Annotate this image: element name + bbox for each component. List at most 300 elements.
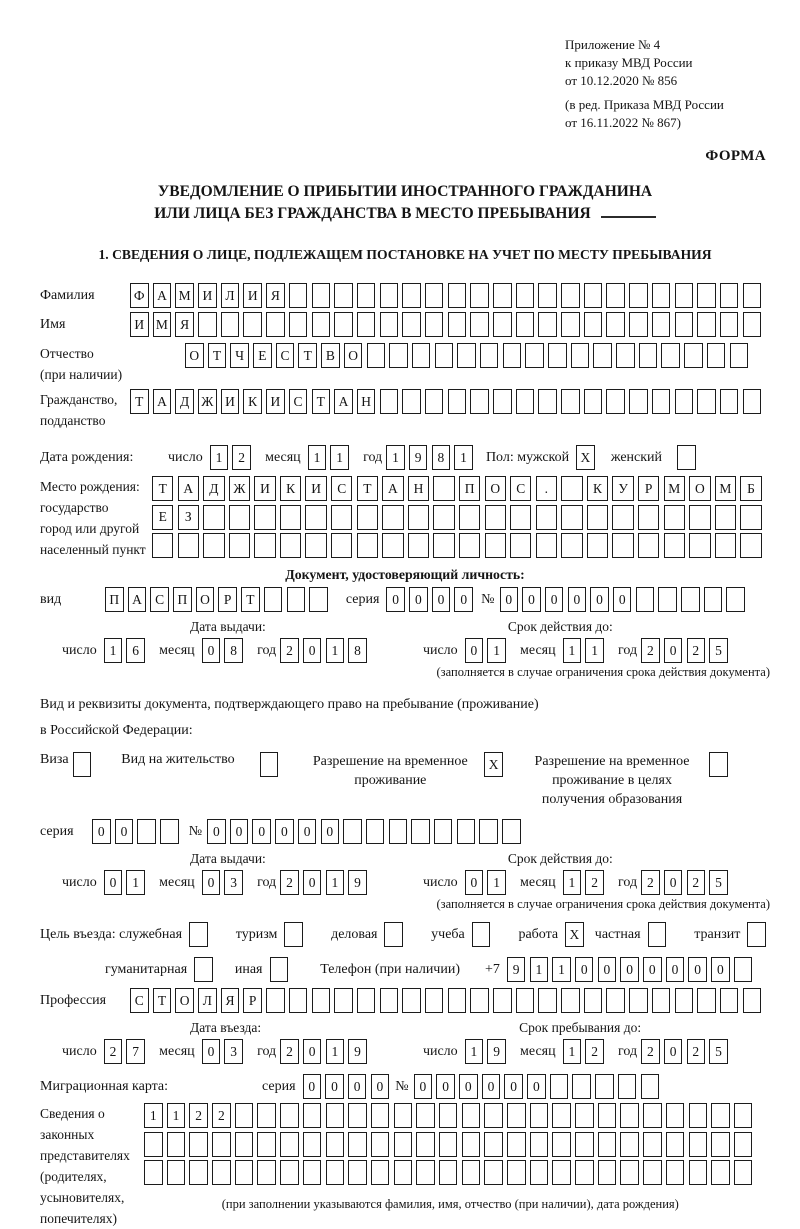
char-box[interactable]: 2: [212, 1103, 231, 1128]
char-box[interactable]: [697, 988, 716, 1013]
char-box[interactable]: [598, 1160, 617, 1185]
char-box[interactable]: [348, 1132, 367, 1157]
char-box[interactable]: 9: [409, 445, 428, 470]
char-box[interactable]: 0: [303, 1074, 322, 1099]
char-box[interactable]: 1: [530, 957, 549, 982]
char-box[interactable]: И: [243, 283, 262, 308]
char-box[interactable]: [675, 389, 694, 414]
char-box[interactable]: [484, 1103, 503, 1128]
char-box[interactable]: [734, 1160, 753, 1185]
char-box[interactable]: [530, 1103, 549, 1128]
char-box[interactable]: 1: [326, 1039, 345, 1064]
char-box[interactable]: 0: [371, 1074, 390, 1099]
char-box[interactable]: [584, 389, 603, 414]
char-box[interactable]: 1: [326, 870, 345, 895]
char-box[interactable]: [689, 533, 710, 558]
char-box[interactable]: С: [510, 476, 531, 501]
char-box[interactable]: [434, 819, 453, 844]
char-box[interactable]: 0: [613, 587, 632, 612]
char-box[interactable]: [416, 1103, 435, 1128]
char-box[interactable]: 2: [641, 638, 660, 663]
char-box[interactable]: [538, 389, 557, 414]
char-box[interactable]: В: [321, 343, 340, 368]
char-box[interactable]: 5: [709, 870, 728, 895]
char-box[interactable]: С: [130, 988, 149, 1013]
char-box[interactable]: А: [178, 476, 199, 501]
char-box[interactable]: 1: [563, 638, 582, 663]
char-box[interactable]: С: [276, 343, 295, 368]
char-box[interactable]: 0: [711, 957, 730, 982]
char-box[interactable]: К: [587, 476, 608, 501]
char-box[interactable]: Т: [241, 587, 260, 612]
char-box[interactable]: И: [254, 476, 275, 501]
char-box[interactable]: 0: [252, 819, 271, 844]
char-box[interactable]: 1: [104, 638, 123, 663]
char-box[interactable]: [516, 988, 535, 1013]
char-box[interactable]: О: [196, 587, 215, 612]
char-box[interactable]: [435, 343, 454, 368]
char-box[interactable]: [280, 533, 301, 558]
char-box[interactable]: [303, 1132, 322, 1157]
char-box[interactable]: Б: [740, 476, 761, 501]
char-box[interactable]: [380, 988, 399, 1013]
char-box[interactable]: [411, 819, 430, 844]
char-box[interactable]: [675, 312, 694, 337]
char-box[interactable]: И: [266, 389, 285, 414]
char-box[interactable]: [516, 283, 535, 308]
char-box[interactable]: [380, 283, 399, 308]
char-box[interactable]: 2: [280, 1039, 299, 1064]
char-box[interactable]: [595, 1074, 614, 1099]
char-box[interactable]: [189, 922, 208, 947]
char-box[interactable]: [382, 533, 403, 558]
char-box[interactable]: [348, 1103, 367, 1128]
char-box[interactable]: [720, 988, 739, 1013]
char-box[interactable]: 0: [643, 957, 662, 982]
char-box[interactable]: [485, 505, 506, 530]
char-box[interactable]: [289, 988, 308, 1013]
char-box[interactable]: [266, 988, 285, 1013]
char-box[interactable]: [194, 957, 213, 982]
char-box[interactable]: 1: [552, 957, 571, 982]
char-box[interactable]: А: [153, 389, 172, 414]
char-box[interactable]: 0: [202, 1039, 221, 1064]
char-box[interactable]: [144, 1160, 163, 1185]
char-box[interactable]: 0: [298, 819, 317, 844]
char-box[interactable]: [280, 1160, 299, 1185]
char-box[interactable]: [73, 752, 92, 777]
char-box[interactable]: Е: [152, 505, 173, 530]
char-box[interactable]: С: [289, 389, 308, 414]
char-box[interactable]: [616, 343, 635, 368]
char-box[interactable]: 0: [432, 587, 451, 612]
char-box[interactable]: [470, 389, 489, 414]
char-box[interactable]: 1: [487, 870, 506, 895]
char-box[interactable]: 0: [459, 1074, 478, 1099]
char-box[interactable]: Д: [175, 389, 194, 414]
char-box[interactable]: [720, 389, 739, 414]
char-box[interactable]: М: [153, 312, 172, 337]
char-box[interactable]: [425, 312, 444, 337]
char-box[interactable]: [538, 312, 557, 337]
char-box[interactable]: [664, 505, 685, 530]
char-box[interactable]: 0: [303, 638, 322, 663]
char-box[interactable]: [462, 1132, 481, 1157]
char-box[interactable]: Д: [203, 476, 224, 501]
char-box[interactable]: 0: [303, 870, 322, 895]
char-box[interactable]: [666, 1132, 685, 1157]
char-box[interactable]: О: [185, 343, 204, 368]
char-box[interactable]: [394, 1132, 413, 1157]
char-box[interactable]: [433, 533, 454, 558]
char-box[interactable]: [684, 343, 703, 368]
char-box[interactable]: [734, 957, 753, 982]
char-box[interactable]: [433, 476, 454, 501]
char-box[interactable]: [516, 389, 535, 414]
char-box[interactable]: [561, 533, 582, 558]
char-box[interactable]: [389, 819, 408, 844]
char-box[interactable]: Н: [357, 389, 376, 414]
char-box[interactable]: [348, 1160, 367, 1185]
char-box[interactable]: [235, 1132, 254, 1157]
char-box[interactable]: [160, 819, 179, 844]
char-box[interactable]: [289, 283, 308, 308]
char-box[interactable]: [689, 505, 710, 530]
char-box[interactable]: К: [280, 476, 301, 501]
char-box[interactable]: 0: [664, 638, 683, 663]
char-box[interactable]: [652, 312, 671, 337]
char-box[interactable]: [254, 505, 275, 530]
char-box[interactable]: [334, 283, 353, 308]
char-box[interactable]: [587, 505, 608, 530]
char-box[interactable]: [425, 988, 444, 1013]
char-box[interactable]: [743, 283, 762, 308]
char-box[interactable]: [312, 988, 331, 1013]
char-box[interactable]: [257, 1132, 276, 1157]
char-box[interactable]: 1: [126, 870, 145, 895]
char-box[interactable]: Ж: [229, 476, 250, 501]
char-box[interactable]: И: [221, 389, 240, 414]
char-box[interactable]: 0: [92, 819, 111, 844]
char-box[interactable]: [711, 1160, 730, 1185]
char-box[interactable]: [178, 533, 199, 558]
char-box[interactable]: [606, 283, 625, 308]
char-box[interactable]: 1: [210, 445, 229, 470]
char-box[interactable]: 2: [641, 1039, 660, 1064]
char-box[interactable]: [331, 505, 352, 530]
char-box[interactable]: [584, 283, 603, 308]
char-box[interactable]: [402, 283, 421, 308]
char-box[interactable]: 0: [620, 957, 639, 982]
char-box[interactable]: Т: [357, 476, 378, 501]
char-box[interactable]: [629, 312, 648, 337]
char-box[interactable]: [575, 1132, 594, 1157]
char-box[interactable]: 5: [709, 1039, 728, 1064]
char-box[interactable]: [331, 533, 352, 558]
char-box[interactable]: [280, 1103, 299, 1128]
char-box[interactable]: 1: [585, 638, 604, 663]
char-box[interactable]: [516, 312, 535, 337]
char-box[interactable]: [734, 1132, 753, 1157]
char-box[interactable]: [203, 533, 224, 558]
char-box[interactable]: И: [305, 476, 326, 501]
char-box[interactable]: П: [459, 476, 480, 501]
char-box[interactable]: [598, 1132, 617, 1157]
char-box[interactable]: [707, 343, 726, 368]
char-box[interactable]: [538, 283, 557, 308]
char-box[interactable]: [167, 1132, 186, 1157]
char-box[interactable]: [675, 988, 694, 1013]
char-box[interactable]: [530, 1132, 549, 1157]
char-box[interactable]: [457, 819, 476, 844]
char-box[interactable]: [254, 533, 275, 558]
char-box[interactable]: [402, 312, 421, 337]
char-box[interactable]: 0: [325, 1074, 344, 1099]
char-box[interactable]: [747, 922, 766, 947]
char-box[interactable]: [229, 505, 250, 530]
char-box[interactable]: [412, 343, 431, 368]
char-box[interactable]: [380, 389, 399, 414]
char-box[interactable]: [264, 587, 283, 612]
char-box[interactable]: [439, 1160, 458, 1185]
char-box[interactable]: 9: [487, 1039, 506, 1064]
char-box[interactable]: А: [128, 587, 147, 612]
char-box[interactable]: 5: [709, 638, 728, 663]
char-box[interactable]: [366, 819, 385, 844]
char-box[interactable]: [484, 1132, 503, 1157]
char-box[interactable]: [402, 988, 421, 1013]
char-box[interactable]: [326, 1103, 345, 1128]
char-box[interactable]: 1: [465, 1039, 484, 1064]
char-box[interactable]: Л: [198, 988, 217, 1013]
char-box[interactable]: 1: [487, 638, 506, 663]
char-box[interactable]: [638, 533, 659, 558]
char-box[interactable]: [689, 1103, 708, 1128]
char-box[interactable]: 0: [436, 1074, 455, 1099]
char-box[interactable]: [743, 389, 762, 414]
char-box[interactable]: [457, 343, 476, 368]
char-box[interactable]: 2: [687, 870, 706, 895]
char-box[interactable]: [266, 312, 285, 337]
char-box[interactable]: [416, 1160, 435, 1185]
char-box[interactable]: X: [484, 752, 503, 777]
char-box[interactable]: 7: [126, 1039, 145, 1064]
char-box[interactable]: [448, 389, 467, 414]
char-box[interactable]: [472, 922, 491, 947]
char-box[interactable]: [620, 1132, 639, 1157]
char-box[interactable]: [587, 533, 608, 558]
char-box[interactable]: [711, 1132, 730, 1157]
char-box[interactable]: [720, 312, 739, 337]
char-box[interactable]: [641, 1074, 660, 1099]
char-box[interactable]: [229, 533, 250, 558]
char-box[interactable]: [235, 1103, 254, 1128]
char-box[interactable]: [394, 1103, 413, 1128]
char-box[interactable]: [643, 1160, 662, 1185]
char-box[interactable]: 0: [202, 870, 221, 895]
char-box[interactable]: 8: [348, 638, 367, 663]
char-box[interactable]: [525, 343, 544, 368]
char-box[interactable]: 1: [386, 445, 405, 470]
char-box[interactable]: [479, 819, 498, 844]
char-box[interactable]: [643, 1103, 662, 1128]
char-box[interactable]: [720, 283, 739, 308]
char-box[interactable]: 1: [563, 1039, 582, 1064]
char-box[interactable]: [371, 1103, 390, 1128]
char-box[interactable]: [711, 1103, 730, 1128]
char-box[interactable]: [606, 312, 625, 337]
char-box[interactable]: Т: [298, 343, 317, 368]
char-box[interactable]: [572, 1074, 591, 1099]
char-box[interactable]: К: [243, 389, 262, 414]
char-box[interactable]: [552, 1132, 571, 1157]
char-box[interactable]: [270, 957, 289, 982]
char-box[interactable]: [462, 1160, 481, 1185]
char-box[interactable]: 1: [330, 445, 349, 470]
char-box[interactable]: [510, 533, 531, 558]
char-box[interactable]: 0: [664, 870, 683, 895]
char-box[interactable]: Т: [208, 343, 227, 368]
char-box[interactable]: [561, 283, 580, 308]
char-box[interactable]: 2: [280, 870, 299, 895]
char-box[interactable]: [212, 1160, 231, 1185]
char-box[interactable]: [257, 1160, 276, 1185]
char-box[interactable]: [510, 505, 531, 530]
char-box[interactable]: [584, 312, 603, 337]
char-box[interactable]: [198, 312, 217, 337]
char-box[interactable]: [709, 752, 728, 777]
char-box[interactable]: [697, 312, 716, 337]
char-box[interactable]: [612, 505, 633, 530]
char-box[interactable]: [287, 587, 306, 612]
char-box[interactable]: 1: [167, 1103, 186, 1128]
char-box[interactable]: [571, 343, 590, 368]
char-box[interactable]: [470, 312, 489, 337]
char-box[interactable]: [189, 1132, 208, 1157]
char-box[interactable]: [459, 533, 480, 558]
char-box[interactable]: [593, 343, 612, 368]
char-box[interactable]: [507, 1132, 526, 1157]
char-box[interactable]: [448, 988, 467, 1013]
char-box[interactable]: 1: [454, 445, 473, 470]
char-box[interactable]: [260, 752, 279, 777]
char-box[interactable]: 0: [500, 587, 519, 612]
char-box[interactable]: [561, 476, 582, 501]
char-box[interactable]: [552, 1103, 571, 1128]
char-box[interactable]: [189, 1160, 208, 1185]
char-box[interactable]: [280, 1132, 299, 1157]
char-box[interactable]: [334, 312, 353, 337]
char-box[interactable]: [303, 1103, 322, 1128]
char-box[interactable]: А: [382, 476, 403, 501]
char-box[interactable]: [137, 819, 156, 844]
char-box[interactable]: [384, 922, 403, 947]
char-box[interactable]: [561, 389, 580, 414]
char-box[interactable]: [606, 389, 625, 414]
char-box[interactable]: [550, 1074, 569, 1099]
char-box[interactable]: [548, 343, 567, 368]
char-box[interactable]: [484, 1160, 503, 1185]
char-box[interactable]: 0: [104, 870, 123, 895]
char-box[interactable]: [503, 343, 522, 368]
char-box[interactable]: [357, 505, 378, 530]
char-box[interactable]: 0: [414, 1074, 433, 1099]
char-box[interactable]: [734, 1103, 753, 1128]
char-box[interactable]: [367, 343, 386, 368]
char-box[interactable]: [561, 312, 580, 337]
char-box[interactable]: [284, 922, 303, 947]
char-box[interactable]: [485, 533, 506, 558]
char-box[interactable]: 6: [126, 638, 145, 663]
char-box[interactable]: [448, 312, 467, 337]
char-box[interactable]: П: [173, 587, 192, 612]
char-box[interactable]: [462, 1103, 481, 1128]
char-box[interactable]: 2: [189, 1103, 208, 1128]
char-box[interactable]: [480, 343, 499, 368]
char-box[interactable]: [598, 1103, 617, 1128]
char-box[interactable]: [312, 283, 331, 308]
char-box[interactable]: И: [198, 283, 217, 308]
char-box[interactable]: [715, 505, 736, 530]
char-box[interactable]: М: [175, 283, 194, 308]
char-box[interactable]: 2: [280, 638, 299, 663]
char-box[interactable]: [652, 988, 671, 1013]
char-box[interactable]: [203, 505, 224, 530]
char-box[interactable]: [502, 819, 521, 844]
char-box[interactable]: [305, 533, 326, 558]
char-box[interactable]: X: [565, 922, 584, 947]
char-box[interactable]: 1: [308, 445, 327, 470]
char-box[interactable]: [697, 283, 716, 308]
char-box[interactable]: 0: [522, 587, 541, 612]
char-box[interactable]: [167, 1160, 186, 1185]
char-box[interactable]: [620, 1103, 639, 1128]
char-box[interactable]: 8: [432, 445, 451, 470]
char-box[interactable]: О: [344, 343, 363, 368]
char-box[interactable]: [664, 533, 685, 558]
char-box[interactable]: Е: [253, 343, 272, 368]
char-box[interactable]: [459, 505, 480, 530]
char-box[interactable]: И: [130, 312, 149, 337]
char-box[interactable]: 3: [224, 870, 243, 895]
char-box[interactable]: [303, 1160, 322, 1185]
char-box[interactable]: [408, 533, 429, 558]
char-box[interactable]: С: [150, 587, 169, 612]
char-box[interactable]: [606, 988, 625, 1013]
char-box[interactable]: [618, 1074, 637, 1099]
char-box[interactable]: 0: [303, 1039, 322, 1064]
char-box[interactable]: [416, 1132, 435, 1157]
char-box[interactable]: [493, 312, 512, 337]
char-box[interactable]: [357, 533, 378, 558]
char-box[interactable]: 3: [224, 1039, 243, 1064]
char-box[interactable]: [697, 389, 716, 414]
char-box[interactable]: 2: [641, 870, 660, 895]
char-box[interactable]: 9: [507, 957, 526, 982]
char-box[interactable]: [677, 445, 696, 470]
char-box[interactable]: О: [175, 988, 194, 1013]
char-box[interactable]: Т: [130, 389, 149, 414]
char-box[interactable]: [380, 312, 399, 337]
char-box[interactable]: Р: [638, 476, 659, 501]
char-box[interactable]: [658, 587, 677, 612]
char-box[interactable]: 2: [687, 1039, 706, 1064]
char-box[interactable]: А: [153, 283, 172, 308]
char-box[interactable]: 1: [326, 638, 345, 663]
char-box[interactable]: [689, 1132, 708, 1157]
char-box[interactable]: [740, 505, 761, 530]
char-box[interactable]: 0: [386, 587, 405, 612]
